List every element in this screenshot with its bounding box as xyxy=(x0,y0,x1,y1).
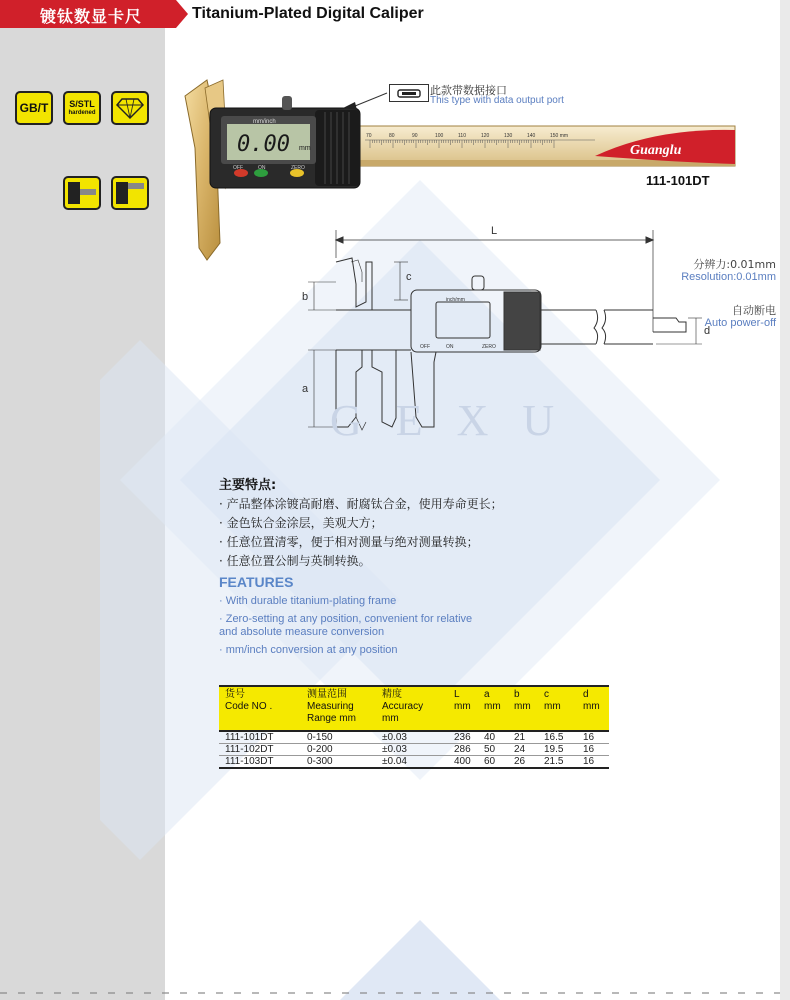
cell-d: 16 xyxy=(577,744,609,756)
zero-label: ZERO xyxy=(291,165,305,171)
cell-b: 26 xyxy=(508,756,538,769)
scale-label: 90 xyxy=(412,133,418,139)
header-title-en: Titanium-Plated Digital Caliper xyxy=(192,5,424,22)
spec-header-row xyxy=(219,686,609,731)
dim-label-a: a xyxy=(302,383,309,395)
dim-label-L: L xyxy=(491,225,498,237)
cell-accuracy: ±0.04 xyxy=(376,756,448,769)
cell-range: 0-150 xyxy=(301,731,376,744)
features-list-en xyxy=(219,595,484,662)
feature-cn-item: · 金色钛合金涂层，美观大方； xyxy=(219,516,383,530)
resolution-en: Resolution:0.01mm xyxy=(681,271,776,283)
lcd-reading: 0.00 xyxy=(237,132,290,157)
scale-label: 110 xyxy=(458,133,466,139)
header-title-cn: 镀钛数显卡尺 xyxy=(40,7,143,26)
inside-jaw-badge xyxy=(63,176,101,210)
cell-b: 21 xyxy=(508,731,538,744)
cell-b: 24 xyxy=(508,744,538,756)
header-accuracy: 精度 Accuracy mm xyxy=(376,686,448,731)
feature-en-item: · Zero-setting at any position, convenient for relative and absolute measure conversion xyxy=(219,613,473,638)
model-number: 111-101DT xyxy=(646,173,710,188)
bottom-dotted-rule xyxy=(0,992,780,994)
diamond-badge xyxy=(111,91,149,125)
hardened-label: hardened xyxy=(68,110,96,116)
diagram-lcd-label: inch/mm xyxy=(446,297,465,303)
header-title-tag xyxy=(0,0,176,28)
header-d: d mm xyxy=(577,686,609,731)
cell-a: 60 xyxy=(478,756,508,769)
cell-d: 16 xyxy=(577,731,609,744)
diagram-zero-label: ZERO xyxy=(482,344,496,350)
scale-label: 80 xyxy=(389,133,395,139)
stainless-badge xyxy=(63,91,101,125)
scale-label: 140 xyxy=(527,133,536,139)
cell-d: 16 xyxy=(577,756,609,769)
cell-code: 111-103DT xyxy=(219,756,301,769)
scale-label: 130 xyxy=(504,133,513,139)
cell-accuracy: ±0.03 xyxy=(376,744,448,756)
cell-code: 111-101DT xyxy=(219,731,301,744)
right-edge-strip xyxy=(780,0,790,1000)
cell-accuracy: ±0.03 xyxy=(376,731,448,744)
feature-en-item: · mm/inch conversion at any position xyxy=(219,644,398,656)
lcd-unit: mm xyxy=(299,145,311,152)
autopower-en: Auto power-off xyxy=(704,317,776,329)
header-L: L mm xyxy=(448,686,478,731)
scale-label: 100 xyxy=(435,133,444,139)
spec-table xyxy=(219,685,609,769)
diagram-off-label: OFF xyxy=(420,344,430,350)
cell-a: 40 xyxy=(478,731,508,744)
cell-a: 50 xyxy=(478,744,508,756)
header-b: b mm xyxy=(508,686,538,731)
cell-L: 400 xyxy=(448,756,478,769)
watermark-text: GEXU xyxy=(330,396,589,445)
lcd-top-label: mm/inch xyxy=(253,119,276,125)
cell-L: 236 xyxy=(448,731,478,744)
cell-range: 0-300 xyxy=(301,756,376,769)
gbt-label: GB/T xyxy=(19,101,49,115)
table-row xyxy=(219,744,609,756)
resolution-cn: 分辨力:0.01mm xyxy=(693,258,776,271)
header-code: 货号 Code NO . xyxy=(219,686,301,731)
feature-cn-item: · 任意位置公制与英制转换。 xyxy=(219,554,371,568)
features-list-cn xyxy=(219,495,503,571)
header-a: a mm xyxy=(478,686,508,731)
on-label: ON xyxy=(258,165,266,171)
features-title-cn: 主要特点: xyxy=(219,478,277,493)
table-row xyxy=(219,731,609,744)
feature-en-item: · With durable titanium-plating frame xyxy=(219,595,397,607)
scale-label: 120 xyxy=(481,133,490,139)
table-row xyxy=(219,756,609,769)
features-title-en: FEATURES xyxy=(219,574,294,590)
jaw-outside-icon xyxy=(114,179,146,207)
cell-c: 21.5 xyxy=(538,756,577,769)
stainless-label: S/STL xyxy=(69,99,95,109)
data-port-note-cn: 此款带数据接口 xyxy=(430,84,507,97)
cell-range: 0-200 xyxy=(301,744,376,756)
dim-label-d: d xyxy=(704,325,711,337)
diamond-icon xyxy=(116,96,144,120)
scale-label: 70 xyxy=(366,133,372,139)
dim-label-b: b xyxy=(302,291,309,303)
header-c: c mm xyxy=(538,686,577,731)
autopower-cn: 自动断电 xyxy=(732,304,776,317)
dim-label-c: c xyxy=(406,271,412,283)
cell-code: 111-102DT xyxy=(219,744,301,756)
cell-c: 16.5 xyxy=(538,731,577,744)
outside-jaw-badge xyxy=(111,176,149,210)
scale-label: 150 mm xyxy=(550,133,569,139)
data-port-note-en: This type with data output port xyxy=(430,95,564,106)
data-port-image xyxy=(389,84,429,102)
diagram-on-label: ON xyxy=(446,344,454,350)
usb-port-icon xyxy=(390,85,428,101)
brand-logo-text: Guanglu xyxy=(630,143,682,158)
jaw-inside-icon xyxy=(66,179,98,207)
off-label: OFF xyxy=(233,165,243,171)
feature-cn-item: · 任意位置清零，便于相对测量与绝对测量转换； xyxy=(219,535,479,549)
header-range: 测量范围 Measuring Range mm xyxy=(301,686,376,731)
feature-cn-item: · 产品整体涂镀高耐磨、耐腐钛合金，使用寿命更长； xyxy=(219,497,503,511)
cell-c: 19.5 xyxy=(538,744,577,756)
gbt-badge xyxy=(15,91,53,125)
cell-L: 286 xyxy=(448,744,478,756)
